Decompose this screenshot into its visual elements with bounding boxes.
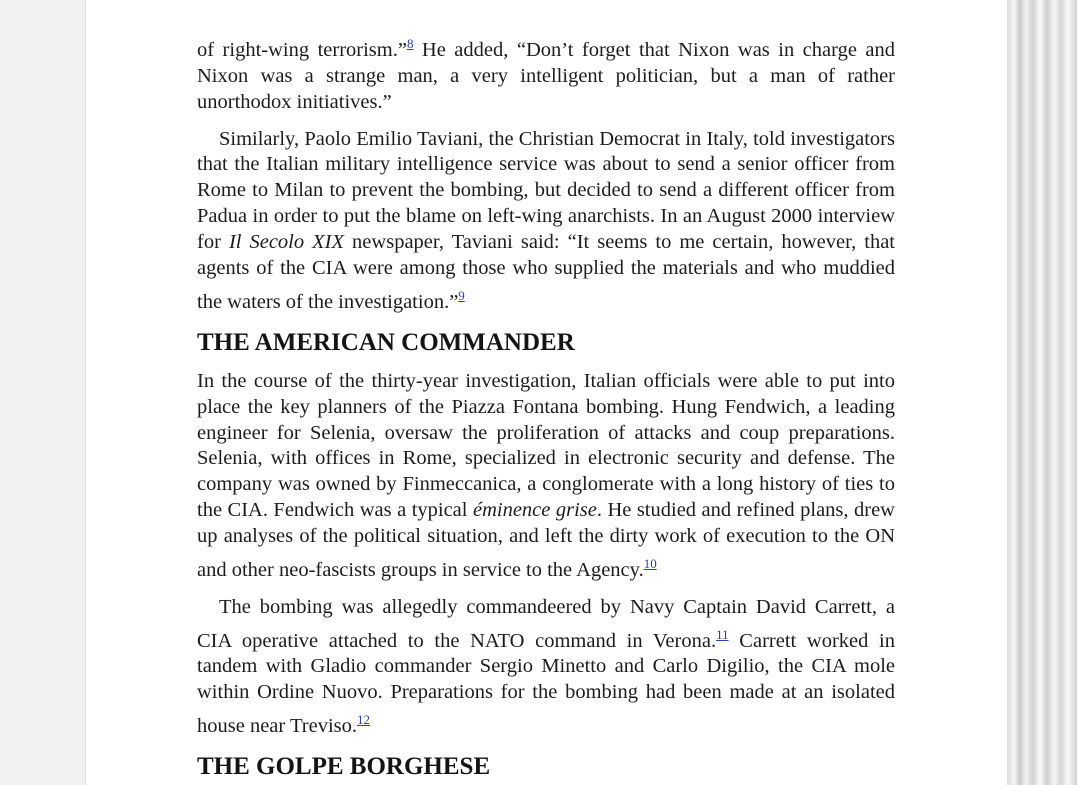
paragraph-4-text-b: Carrett worked in tandem with Gladio commander Sergio Minetto and Carlo Digilio, the CIA mole within Ordine Nuovo. Preparations for the bombing had been made at an isolated house near Treviso. — [197, 629, 896, 738]
page-text — [197, 30, 895, 785]
footnote-link-11[interactable]: 11 — [716, 626, 729, 642]
paragraph-2-italic: Il Secolo XIX — [228, 231, 345, 254]
footnote-link-8[interactable]: 8 — [406, 36, 414, 51]
paragraph-1-text-a: of right-wing terrorism.” — [197, 38, 407, 61]
paragraph-3-italic: éminence grise — [472, 499, 597, 522]
paragraph-1-text-b: He added, “Don’t forget that Nixon was in charge and Nixon was a strange man, a very intelligent politician, but a man of rather unorthodox initiatives.” — [197, 38, 895, 113]
paragraph-1 — [197, 30, 895, 116]
paragraph-4 — [197, 595, 895, 740]
paragraph-3-text-a: In the course of the thirty-year investigation, Italian officials were able to put into place the key planners of the Piazza Fontana bombing. Hung Fendwich, a leading engineer for Selenia, oversaw the proliferation of attacks and coup preparations. Selenia, with offices in Rome, specialized in electronic security and defense. The company was owned by Finmeccanica, a conglomerate with a long history of ties to the CIA. Fendwich was a typical — [197, 369, 895, 522]
paragraph-2-text-b: newspaper, Taviani said: “It seems to me certain, however, that agents of the CIA were among those who supplied the materials and who muddied the waters of the investigation.” — [197, 231, 895, 313]
footnote-link-9[interactable]: 9 — [458, 287, 465, 303]
footnote-link-10[interactable]: 10 — [643, 556, 657, 572]
paragraph-3 — [197, 369, 895, 584]
paragraph-2-text-a: Similarly, Paolo Emilio Taviani, the Christian Democrat in Italy, told investigators that the Italian military intelligence service was about to send a senior officer from Rome to Milan to prevent the bombing, but decided to send a different officer from Padua in order to put the blame on left-wing anarchists. In an August 2000 interview for — [197, 127, 895, 254]
next-section-heading: THE GOLPE BORGHESE — [197, 752, 491, 780]
footnote-link-12[interactable]: 12 — [357, 712, 371, 728]
paragraph-4-text-a: The bombing was allegedly commandeered by Navy Captain David Carrett, a CIA operative attached to the NATO command in Verona. — [197, 595, 895, 652]
section-heading: THE AMERICAN COMMANDER — [197, 328, 575, 356]
paragraph-2 — [197, 127, 895, 316]
scroll-track[interactable] — [1007, 0, 1077, 785]
document-page — [85, 0, 1009, 785]
paragraph-3-text-b: . He studied and refined plans, drew up analyses of the political situation, and left the dirty work of execution to the ON and other neo-fascists groups in service to the Agency. — [197, 499, 895, 581]
